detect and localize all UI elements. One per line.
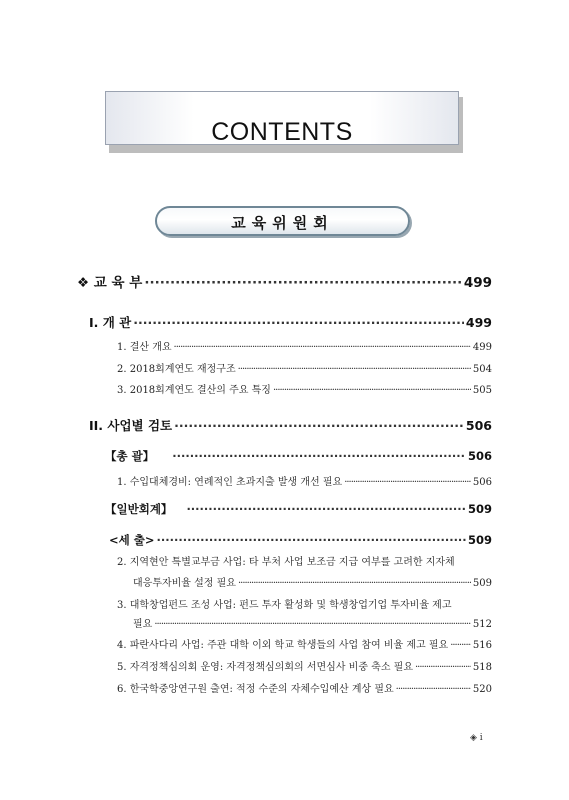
toc-general-page: 506 bbox=[467, 449, 492, 463]
toc-item[interactable] bbox=[117, 381, 492, 396]
toc-general-account-label: 【일반회계】 bbox=[105, 502, 173, 516]
leader-dots bbox=[172, 449, 466, 463]
leader-dots bbox=[144, 275, 461, 291]
leader-dots bbox=[157, 533, 466, 547]
toc-general-label: 【총 괄】 bbox=[105, 449, 155, 463]
toc-item-page: 520 bbox=[472, 684, 492, 695]
toc-item-page: 504 bbox=[472, 364, 492, 375]
leader-dots bbox=[450, 640, 471, 651]
toc-general[interactable] bbox=[105, 448, 492, 464]
committee-pill bbox=[155, 206, 410, 236]
toc-item-page: 499 bbox=[472, 342, 492, 353]
toc-item-label: 2. 2018회계연도 재정구조 bbox=[117, 364, 236, 375]
toc-item-label: 1. 수입대체경비: 연례적인 초과지출 발생 개선 필요 bbox=[117, 477, 343, 488]
toc-item-label: 1. 결산 개요 bbox=[117, 342, 172, 353]
toc-item[interactable] bbox=[117, 338, 492, 353]
toc-item[interactable] bbox=[117, 360, 492, 375]
committee-title: 교육위원회 bbox=[231, 214, 334, 232]
toc-item-line1[interactable]: 3. 대학창업펀드 조성 사업: 펀드 투자 활성화 및 학생창업기업 투자비율 제고 bbox=[117, 600, 452, 611]
toc-item[interactable] bbox=[133, 574, 492, 589]
toc-part1[interactable] bbox=[89, 313, 492, 331]
toc-item-page: 506 bbox=[472, 477, 492, 488]
leader-dots bbox=[238, 578, 471, 589]
toc-general-account[interactable] bbox=[105, 501, 492, 517]
toc-item-page: 509 bbox=[472, 578, 492, 589]
leader-dots bbox=[415, 662, 471, 673]
leader-dots bbox=[344, 477, 471, 488]
leader-dots bbox=[186, 502, 466, 516]
toc-general-account-page: 509 bbox=[467, 502, 492, 516]
toc-item[interactable] bbox=[133, 615, 492, 630]
toc-item-label: 4. 파란사다리 사업: 주관 대학 이외 학교 학생들의 사업 참여 비율 제고 필요 bbox=[117, 640, 449, 651]
leader-dots bbox=[174, 342, 471, 353]
toc-part2-label: II. 사업별 검토 bbox=[89, 418, 173, 433]
toc-item[interactable] bbox=[117, 473, 492, 488]
toc-item-label: 6. 한국학중앙연구원 출연: 적정 수준의 자체수입예산 계상 필요 bbox=[117, 684, 394, 695]
toc-item-label: 5. 자격정책심의회 운영: 자격정책심의회의 서면심사 비중 축소 필요 bbox=[117, 662, 413, 673]
toc-revenue-label: <세 출> bbox=[109, 533, 155, 547]
page-number: ◈ i bbox=[470, 733, 483, 743]
toc-item-page: 518 bbox=[472, 662, 492, 673]
contents-title: CONTENTS bbox=[211, 118, 353, 146]
toc-revenue-page: 509 bbox=[467, 533, 492, 547]
leader-dots bbox=[133, 315, 464, 330]
toc-ministry-page: 499 bbox=[463, 275, 492, 291]
toc-item-page: 505 bbox=[472, 385, 492, 396]
leader-dots bbox=[238, 364, 471, 375]
toc-item[interactable] bbox=[117, 658, 492, 673]
toc-item-page: 516 bbox=[472, 640, 492, 651]
leader-dots bbox=[396, 684, 471, 695]
toc-item[interactable] bbox=[117, 680, 492, 695]
toc-ministry-label: ❖ 교 육 부 bbox=[77, 275, 143, 291]
contents-banner bbox=[105, 91, 463, 151]
toc-ministry[interactable] bbox=[77, 271, 492, 291]
toc-part1-page: 499 bbox=[465, 315, 492, 330]
banner-box bbox=[105, 91, 459, 145]
toc-part2-page: 506 bbox=[465, 418, 492, 433]
toc-item-label: 대응투자비율 설정 필요 bbox=[133, 578, 236, 589]
toc-revenue[interactable] bbox=[109, 532, 492, 548]
toc-part2[interactable] bbox=[89, 416, 492, 434]
toc-item-line1[interactable]: 2. 지역현안 특별교부금 사업: 타 부처 사업 보조금 지급 여부를 고려한 지자체 bbox=[117, 557, 455, 568]
leader-dots bbox=[273, 385, 471, 396]
toc-part1-label: I. 개 관 bbox=[89, 315, 132, 330]
leader-dots bbox=[154, 619, 471, 630]
toc-item-label: 필요 bbox=[133, 619, 153, 630]
toc-item-page: 512 bbox=[472, 619, 492, 630]
toc-item-label: 3. 2018회계연도 결산의 주요 특징 bbox=[117, 385, 271, 396]
toc-item[interactable] bbox=[117, 636, 492, 651]
leader-dots bbox=[174, 418, 464, 433]
